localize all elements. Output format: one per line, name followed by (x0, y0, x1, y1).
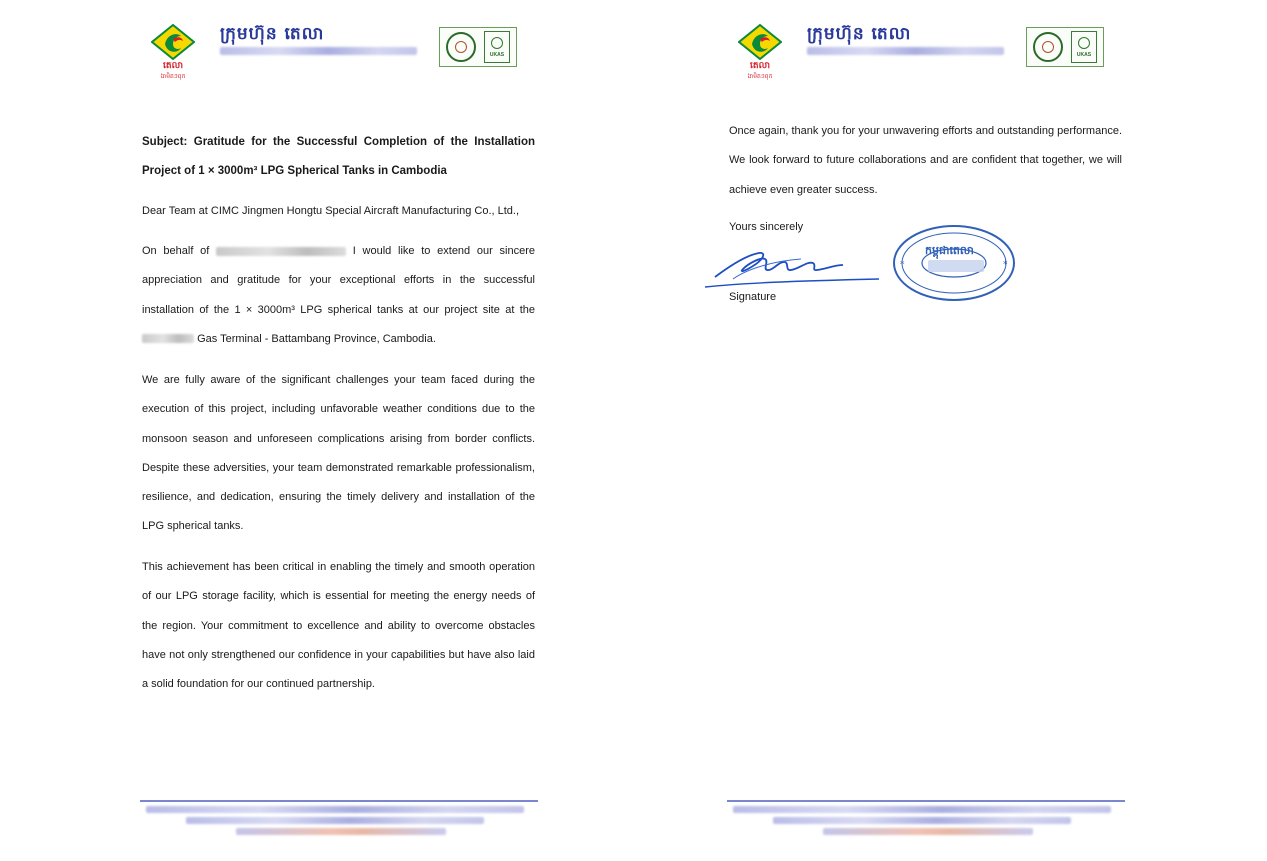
logo-subtext: ឯាមិតៗពុក (747, 73, 773, 80)
company-name: ក្រុមហ៊ុន តេលា (220, 24, 325, 44)
logo-icon (148, 22, 198, 84)
paragraph-behalf (142, 237, 535, 354)
logo-icon (735, 22, 785, 84)
svg-text:*: * (1003, 260, 1008, 270)
redacted-location (142, 334, 194, 343)
signature-label: Signature (729, 291, 777, 303)
salutation: Dear Team at CIMC Jingmen Hongtu Special Aircraft Manufacturing Co., Ltd., (142, 205, 520, 217)
redacted-company (216, 247, 346, 256)
footer-redacted-line-1 (733, 806, 1111, 813)
paragraph-behalf-end: Gas Terminal - Battambang Province, Cambodia. (197, 332, 436, 345)
footer-redacted-line-3 (236, 828, 446, 835)
footer-redacted-line-1 (146, 806, 524, 813)
company-stamp-icon (890, 222, 1018, 304)
letter-page-1 (138, 0, 538, 861)
footer-redacted-line-2 (773, 817, 1071, 824)
logo-text: តេលា (163, 61, 183, 71)
logo-text: តេលា (750, 61, 770, 71)
footer-redacted-line-2 (186, 817, 484, 824)
certification-seal-icon (446, 32, 476, 62)
letterhead (725, 22, 1125, 84)
paragraph-thanks: Once again, thank you for your unwavering efforts and outstanding performance. We look forward to future collaborations and are confident that together, we will achieve even greater success. (729, 125, 1122, 196)
ukas-icon: UKAS (484, 31, 510, 63)
certification-badge (1026, 27, 1104, 67)
paragraph-challenges: We are fully aware of the significant challenges your team faced during the execution of this project, including unfavorable weather conditions due to the monsoon season and unforeseen complications arising from border conflicts. Despite these adversities, your team demonstrated remarkable professionalism, resilience, and dedication, ensuring the timely delivery and installation of the LPG spherical tanks. (142, 374, 535, 533)
certification-seal-icon (1033, 32, 1063, 62)
subject-line: Subject: Gratitude for the Successful Completion of the Installation Project of 1 × 3000m³ LPG Spherical Tanks in Cambodia (142, 136, 535, 177)
paragraph-behalf-start: On behalf of (142, 245, 210, 257)
logo-subtext: ឯាមិតៗពុក (160, 73, 186, 80)
closing: Yours sincerely (729, 221, 804, 233)
company-name-redacted (807, 47, 1004, 55)
footer-divider (727, 800, 1125, 802)
stamp-text: កម្ពុជាតេលា (925, 244, 974, 257)
svg-text:*: * (900, 260, 905, 270)
company-name-redacted (220, 47, 417, 55)
certification-badge (439, 27, 517, 67)
footer-redacted-line-3 (823, 828, 1033, 835)
letter-page-2 (725, 0, 1125, 861)
paragraph-achievement: This achievement has been critical in enabling the timely and smooth operation of our LPG storage facility, which is essential for meeting the energy needs of the region. Your commitment to excellence and ability to overcome obstacles have not only strengthened our confidence in your capabilities but have also laid a solid foundation for our continued partnership. (142, 561, 535, 691)
footer-divider (140, 800, 538, 802)
signature-icon (703, 243, 881, 295)
paragraph-behalf-body: I would like to extend our sincere appreciation and gratitude for your exceptional efforts in the successful installation of the 1 × 3000m³ LPG spherical tanks at our project site at the (142, 245, 535, 316)
letterhead (138, 22, 538, 84)
company-name: ក្រុមហ៊ុន តេលា (807, 24, 912, 44)
ukas-icon: UKAS (1071, 31, 1097, 63)
